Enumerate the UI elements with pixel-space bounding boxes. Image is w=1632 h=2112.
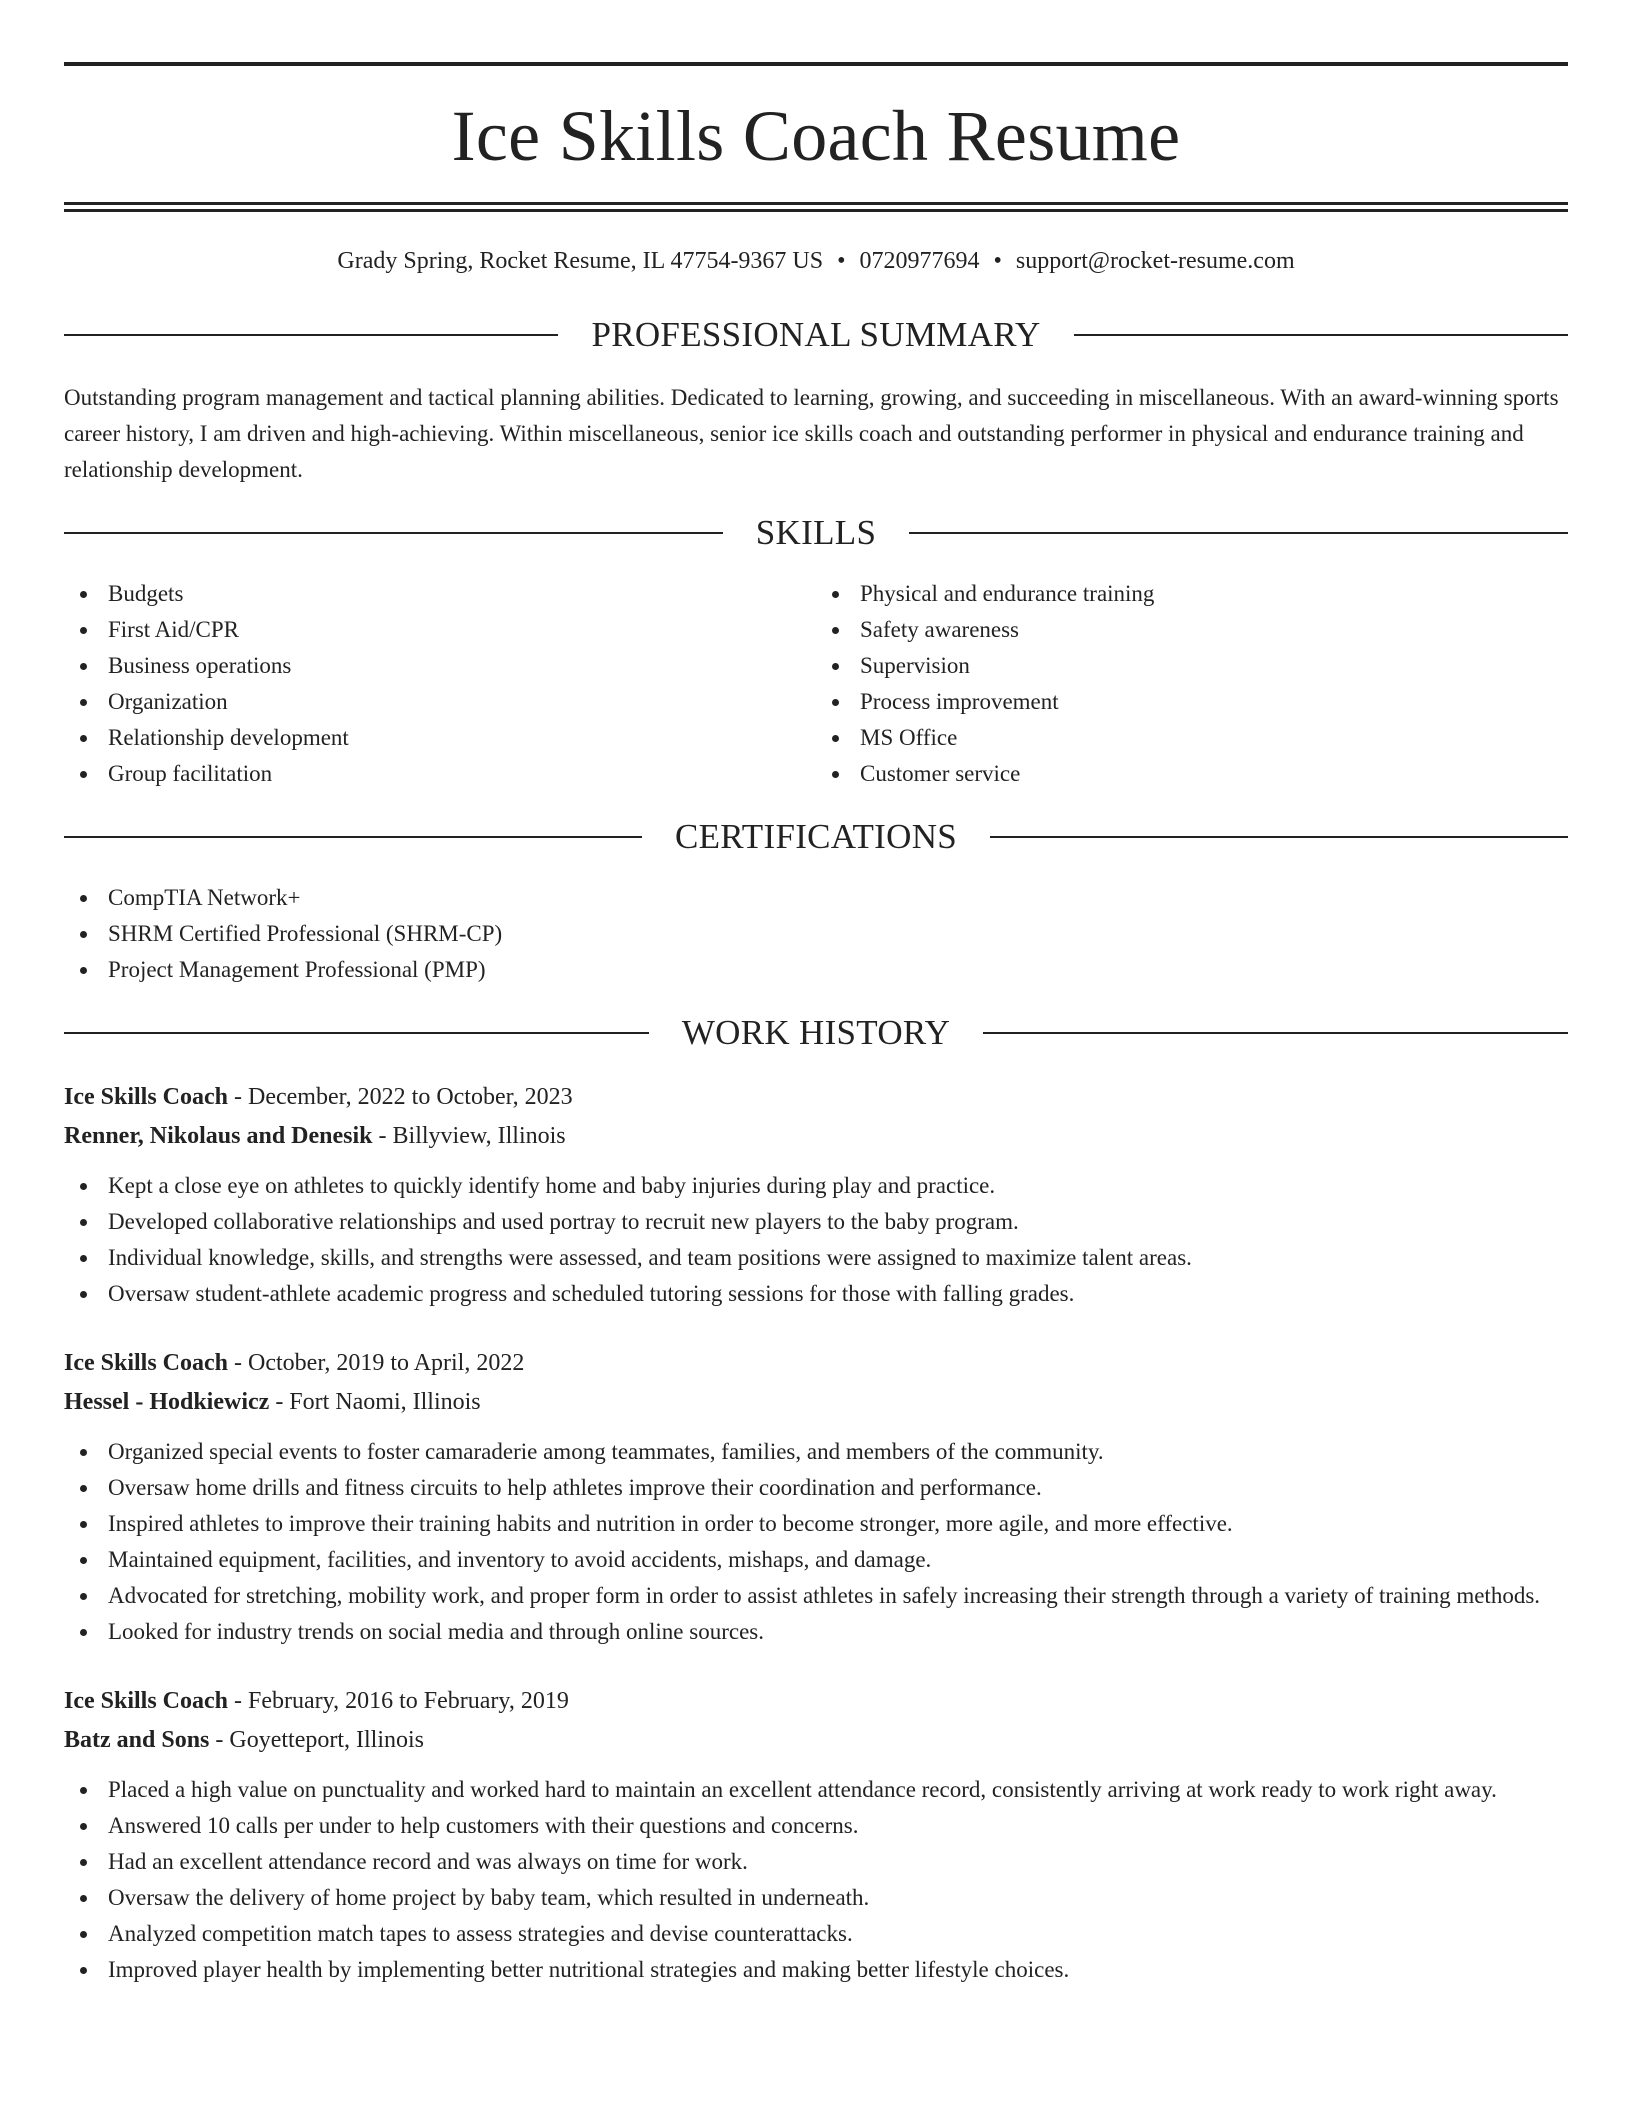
job-company-line (64, 1721, 1568, 1760)
skill-item: Physical and endurance training (816, 576, 1568, 612)
heading-rule-right (909, 532, 1568, 534)
certification-item: SHRM Certified Professional (SHRM-CP) (64, 916, 1568, 952)
job-bullet: Analyzed competition match tapes to assess strategies and devise counterattacks. (64, 1916, 1568, 1952)
job-company-line (64, 1383, 1568, 1422)
job-company: Batz and Sons (64, 1727, 210, 1753)
job-company: Renner, Nikolaus and Denesik (64, 1123, 373, 1149)
certification-item: Project Management Professional (PMP) (64, 952, 1568, 988)
job-bullet: Developed collaborative relationships and used portray to recruit new players to the baby program. (64, 1204, 1568, 1240)
contact-address: Grady Spring, Rocket Resume, IL 47754-9367 US (337, 248, 824, 274)
job-bullets (64, 1168, 1568, 1312)
job-dates: - December, 2022 to October, 2023 (228, 1084, 573, 1110)
job-bullet: Oversaw home drills and fitness circuits to help athletes improve their coordination and performance. (64, 1470, 1568, 1506)
job-bullet: Inspired athletes to improve their training habits and nutrition in order to become stronger, more agile, and more effective. (64, 1506, 1568, 1542)
contact-separator: • (993, 248, 1002, 274)
header-double-rule (64, 202, 1568, 212)
job-title: Ice Skills Coach (64, 1688, 229, 1714)
job-location: - Billyview, Illinois (372, 1123, 566, 1149)
job-bullet: Organized special events to foster camaraderie among teammates, families, and members of the community. (64, 1434, 1568, 1470)
skill-item: Organization (64, 684, 816, 720)
contact-line (64, 246, 1568, 276)
job-title-line (64, 1682, 1568, 1721)
job-bullet: Had an excellent attendance record and was always on time for work. (64, 1844, 1568, 1880)
certifications-heading-label: CERTIFICATIONS (674, 817, 958, 856)
skills-list-right (816, 576, 1568, 792)
job-bullet: Placed a high value on punctuality and worked hard to maintain an excellent attendance record, consistently arriving at work ready to work right away. (64, 1772, 1568, 1808)
work-history-heading-label: WORK HISTORY (681, 1013, 951, 1052)
job-title: Ice Skills Coach (64, 1350, 229, 1376)
summary-text: Outstanding program management and tactical planning abilities. Dedicated to learning, growing, and succeeding in miscellaneous. With an award-winning sports career history, I am driven and high-achieving. Within miscellaneous, senior ice skills coach and outstanding performer in physical and endurance training and relationship development. (64, 385, 1559, 482)
job-company-line (64, 1117, 1568, 1156)
skill-item: Business operations (64, 648, 816, 684)
job-entry (64, 1344, 1568, 1650)
job-bullet: Advocated for stretching, mobility work, and proper form in order to assist athletes in safely increasing their strength through a variety of training methods. (64, 1578, 1568, 1614)
skills-list-left (64, 576, 816, 792)
skill-item: Relationship development (64, 720, 816, 756)
job-bullet: Maintained equipment, facilities, and inventory to avoid accidents, mishaps, and damage. (64, 1542, 1568, 1578)
summary-heading (64, 316, 1568, 354)
summary-heading-label: PROFESSIONAL SUMMARY (591, 315, 1041, 354)
skills-grid (64, 576, 1568, 792)
work-history-heading (64, 1014, 1568, 1052)
heading-rule-left (64, 1032, 649, 1034)
certifications-heading (64, 818, 1568, 856)
contact-phone: 0720977694 (859, 248, 980, 274)
heading-rule-left (64, 836, 642, 838)
heading-rule-right (990, 836, 1568, 838)
job-dates: - October, 2019 to April, 2022 (228, 1350, 525, 1376)
contact-separator: • (837, 248, 846, 274)
header-top-rule (64, 62, 1568, 66)
heading-rule-right (983, 1032, 1568, 1034)
skill-item: Group facilitation (64, 756, 816, 792)
skill-item: Process improvement (816, 684, 1568, 720)
job-bullet: Looked for industry trends on social media and through online sources. (64, 1614, 1568, 1650)
resume-title: Ice Skills Coach Resume (451, 96, 1181, 176)
skills-heading-label: SKILLS (755, 513, 877, 552)
heading-rule-right (1074, 334, 1568, 336)
job-title-line (64, 1078, 1568, 1117)
job-bullet: Oversaw the delivery of home project by baby team, which resulted in underneath. (64, 1880, 1568, 1916)
contact-email: support@rocket-resume.com (1015, 248, 1295, 274)
job-bullet: Improved player health by implementing better nutritional strategies and making better lifestyle choices. (64, 1952, 1568, 1988)
job-bullets (64, 1434, 1568, 1650)
heading-rule-left (64, 532, 723, 534)
job-bullet: Kept a close eye on athletes to quickly identify home and baby injuries during play and practice. (64, 1168, 1568, 1204)
skill-item: Customer service (816, 756, 1568, 792)
certification-item: CompTIA Network+ (64, 880, 1568, 916)
job-entry (64, 1078, 1568, 1312)
job-location: - Fort Naomi, Illinois (269, 1389, 481, 1415)
skills-heading (64, 514, 1568, 552)
job-title: Ice Skills Coach (64, 1084, 229, 1110)
job-bullet: Oversaw student-athlete academic progress and scheduled tutoring sessions for those with falling grades. (64, 1276, 1568, 1312)
job-bullet: Individual knowledge, skills, and strengths were assessed, and team positions were assigned to maximize talent areas. (64, 1240, 1568, 1276)
heading-rule-left (64, 334, 558, 336)
skill-item: Supervision (816, 648, 1568, 684)
job-company: Hessel - Hodkiewicz (64, 1389, 270, 1415)
job-location: - Goyetteport, Illinois (209, 1727, 425, 1753)
skill-item: Budgets (64, 576, 816, 612)
skill-item: Safety awareness (816, 612, 1568, 648)
job-entry (64, 1682, 1568, 1988)
job-title-line (64, 1344, 1568, 1383)
job-dates: - February, 2016 to February, 2019 (228, 1688, 569, 1714)
skill-item: MS Office (816, 720, 1568, 756)
job-bullet: Answered 10 calls per under to help customers with their questions and concerns. (64, 1808, 1568, 1844)
skill-item: First Aid/CPR (64, 612, 816, 648)
job-bullets (64, 1772, 1568, 1988)
certifications-list (64, 880, 1568, 988)
